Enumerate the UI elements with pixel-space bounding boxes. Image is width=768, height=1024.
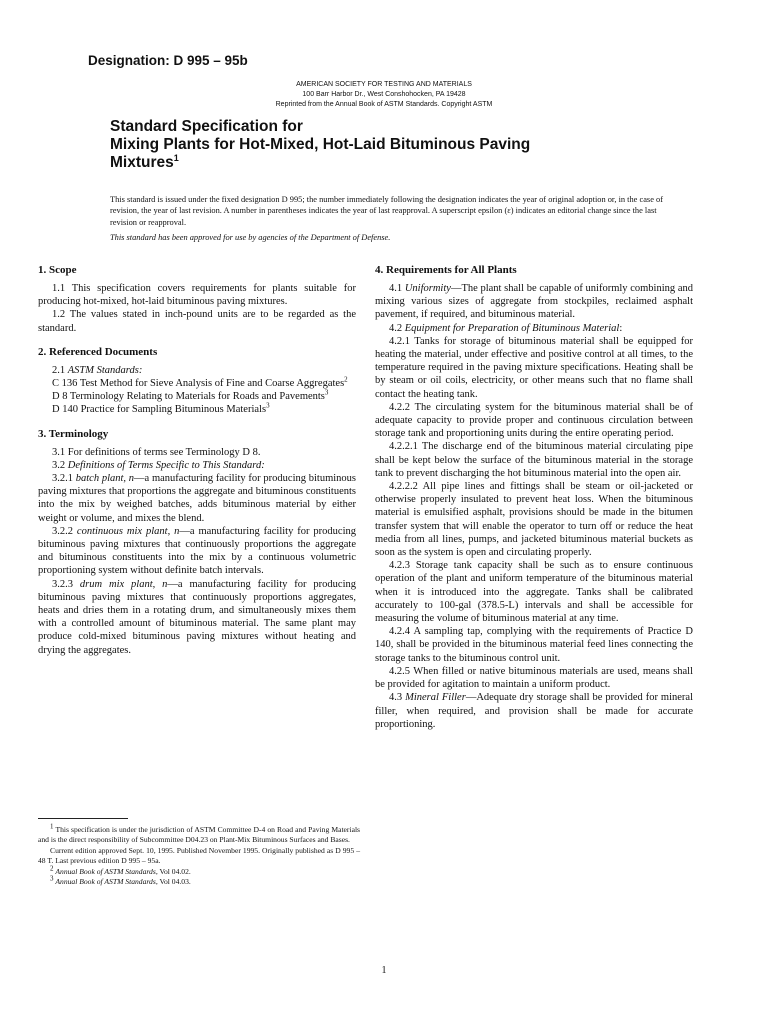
title-line-3-text: Mixtures (110, 154, 174, 171)
page-number: 1 (381, 965, 387, 976)
paragraph-1-2: 1.2 The values stated in inch-pound units are to be regarded as the standard. (38, 309, 356, 334)
definition-drum-mix-plant-number: 3.2.3 (52, 578, 73, 590)
footnote-3-mark: 3 (50, 874, 54, 883)
footnote-3-italic: Annual Book of ASTM Standards (55, 877, 156, 887)
section-heading-requirements: 4. Requirements for All Plants (375, 264, 517, 276)
reference-c136-mark: 2 (344, 375, 348, 384)
definition-batch-plant (38, 472, 356, 525)
section-heading-scope: 1. Scope (38, 264, 77, 276)
footnote-rule (38, 818, 128, 819)
definition-continuous-mix-plant-number: 3.2.2 (52, 525, 73, 537)
footnote-1-text: This specification is under the jurisdiction of ASTM Committee D-4 on Road and Paving Materials and is the direct responsibility of Subcommittee D04.23 on Plant-Mix Bituminous Surfaces and Bases. (38, 825, 361, 845)
section-heading-terminology: 3. Terminology (38, 427, 109, 440)
reference-d8 (38, 390, 356, 403)
reference-d140 (38, 403, 356, 416)
definition-batch-plant-term: batch plant, n (75, 473, 135, 485)
definition-drum-mix-plant (38, 578, 356, 657)
document-title (110, 118, 670, 172)
paragraph-4-1 (375, 282, 693, 322)
section-terminology (38, 427, 356, 657)
right-column (375, 263, 693, 741)
title-line-3 (110, 154, 670, 172)
footnotes (38, 818, 360, 887)
paragraph-4-2-title: Equipment for Preparation of Bituminous Material (404, 322, 620, 334)
paragraph-2-1-title: ASTM Standards: (67, 364, 143, 376)
paragraph-4-1-number: 4.1 (389, 283, 403, 294)
reference-c136 (38, 377, 356, 390)
footnote-3 (38, 874, 360, 887)
reference-d8-text: D 8 Terminology Relating to Materials for Roads and Pavements (52, 391, 325, 403)
paragraph-4-2-3: 4.2.3 Storage tank capacity shall be such as to ensure continuous operation of the plant and uniform temperature of the bituminous material when it is introduced into the aggregate. Tanks shall be calibrated accurately to 100-gal (378.5-L) intervals and shall be accessible for measuring the volume of bituminous material at any time. (375, 560, 693, 625)
paragraph-4-1-term: Uniformity (404, 283, 451, 294)
reference-d8-mark: 3 (324, 388, 329, 397)
paragraph-4-2-2: 4.2.2 The circulating system for the bituminous material shall be of adequate capacity to provide proper and continuous circulation between storage tank and proportioning units during the entire operating period. (375, 401, 693, 440)
definition-batch-plant-text: —a manufacturing facility for producing bituminous paving mixtures that proportions the aggregate and bituminous constituents into the mix by weighed batches, adds bituminous material by either weight or volume, and mixes the blend. (38, 473, 356, 524)
paragraph-4-2-1: 4.2.1 Tanks for storage of bituminous material shall be equipped for heating the material, under effective and positive control at all times, to the temperature required in the paving mixture specifications. Heating shall be by steam or oil coils, electricity, or other means such that no flame shall contact the heating tank. (375, 335, 693, 400)
paragraph-4-2-4: 4.2.4 A sampling tap, complying with the requirements of Practice D 140, shall be provided in the bituminous material feed lines connecting the storage tanks to the bituminous control unit. (375, 626, 693, 664)
paragraph-4-1-text: —The plant shall be capable of uniformly combining and mixing various sizes of aggregate from stockpiles, reclaimed asphalt pavement, if required, and bituminous material. (375, 283, 694, 321)
footnote-2 (38, 864, 360, 877)
left-column (38, 263, 356, 667)
footnote-2-italic: Annual Book of ASTM Standards (55, 866, 156, 876)
definition-drum-mix-plant-term: drum mix plant, n (79, 578, 168, 590)
standard-notice (110, 194, 675, 244)
notice-text: This standard is issued under the fixed designation D 995; the number immediately following the designation indicates the year of original adoption or, in the case of revision, the year of last revision. A number in parentheses indicates the year of last reapproval. A superscript epsilon (ε) indicates an editorial change since the last revision or reapproval. (110, 195, 663, 227)
section-referenced-documents (38, 345, 356, 417)
paragraph-2-1 (38, 364, 356, 377)
section-heading-referenced: 2. Referenced Documents (38, 345, 158, 358)
title-line-2: Mixing Plants for Hot-Mixed, Hot-Laid Bituminous Paving (110, 136, 531, 153)
society-name: AMERICAN SOCIETY FOR TESTING AND MATERIALS (296, 81, 472, 88)
definition-continuous-mix-plant-text: —a manufacturing facility for producing bituminous paving mixtures that continuously proportions the aggregate and bituminous constituents into the mix by a continuous volumetric proportioning system without definite batch intervals. (38, 525, 357, 577)
paragraph-4-3-term: Mineral Filler (405, 692, 466, 704)
paragraph-4-3 (375, 691, 693, 731)
paragraph-4-2-5: 4.2.5 When filled or native bituminous materials are used, means shall be provided for agitation to maintain a uniform product. (375, 665, 693, 691)
reference-d140-text: D 140 Practice for Sampling Bituminous Materials (52, 404, 267, 416)
title-footnote-mark: 1 (173, 152, 179, 163)
paragraph-3-1: 3.1 For definitions of terms see Terminology D 8. (52, 446, 261, 458)
footnote-edition (38, 846, 360, 867)
paragraph-4-2-2-2: 4.2.2.2 All pipe lines and fittings shall be steam or oil-jacketed or otherwise properly insulated to prevent heat loss. When the bituminous material is emulsified asphalt, provisions should be made in the bitumen transfer system that will enable the operator to turn off or reduce the heat media from all lines, pumps, and jacketed bituminous material buckets as soon as the system is open and circulating properly. (375, 481, 693, 559)
paragraph-4-3-text: —Adequate dry storage shall be provided for mineral filler, when required, and provision shall be made for accurate proportioning. (375, 692, 693, 730)
paragraph-2-1-number: 2.1 (52, 364, 66, 376)
footnote-1 (38, 822, 361, 846)
designation: Designation: D 995 – 95b (88, 53, 248, 68)
paragraph-4-2 (375, 322, 693, 335)
definition-continuous-mix-plant (38, 525, 356, 578)
definition-continuous-mix-plant-term: continuous mix plant, n (76, 525, 180, 537)
paragraph-4-3-number: 4.3 (389, 692, 403, 704)
society-header (0, 80, 768, 110)
paragraph-3-2-number: 3.2 (52, 459, 66, 471)
footnote-1-mark: 1 (50, 822, 54, 831)
reference-c136-text: C 136 Test Method for Sieve Analysis of Fine and Coarse Aggregates (52, 378, 345, 390)
section-requirements (375, 263, 693, 731)
section-scope (38, 263, 356, 335)
paragraph-3-2 (38, 459, 356, 472)
society-address: 100 Barr Harbor Dr., West Conshohocken, PA 19428 (302, 91, 466, 98)
footnote-2-text: , Vol 04.02. (155, 866, 191, 876)
paragraph-4-2-colon: : (619, 322, 623, 334)
definition-batch-plant-number: 3.2.1 (52, 473, 73, 485)
footnote-2-mark: 2 (50, 864, 54, 873)
paragraph-3-2-title: Definitions of Terms Specific to This Standard: (67, 459, 265, 471)
definition-drum-mix-plant-text: —a manufacturing facility for producing bituminous paving mixtures that continuously proportions aggregates, heats and dries them in a rotating drum, and simultaneously mixes them with a controlled amount of bituminous material. The same plant may produce cold-mixed bituminous paving mixtures without heating and drying the aggregates. (38, 578, 356, 656)
footnote-edition-text: Current edition approved Sept. 10, 1995. Published November 1995. Originally published as D 995 – 48 T. Last previous edition D 995 – 95a. (38, 845, 360, 866)
approval-note: This standard has been approved for use by agencies of the Department of Defense. (110, 233, 391, 243)
title-line-1: Standard Specification for (110, 118, 303, 135)
paragraph-4-2-2-1: 4.2.2.1 The discharge end of the bituminous material circulating pipe shall be kept below the surface of the bituminous material in the storage tank to prevent discharging the hot bituminous material into the open air. (375, 441, 693, 479)
paragraph-1-1: 1.1 This specification covers requirements for plants suitable for producing hot-mixed, hot-laid bituminous paving mixtures. (38, 283, 356, 308)
reference-d140-mark: 3 (266, 401, 270, 410)
reprint-notice: Reprinted from the Annual Book of ASTM Standards. Copyright ASTM (275, 101, 493, 108)
footnote-3-text: , Vol 04.03. (155, 877, 191, 887)
paragraph-4-2-number: 4.2 (389, 322, 403, 334)
